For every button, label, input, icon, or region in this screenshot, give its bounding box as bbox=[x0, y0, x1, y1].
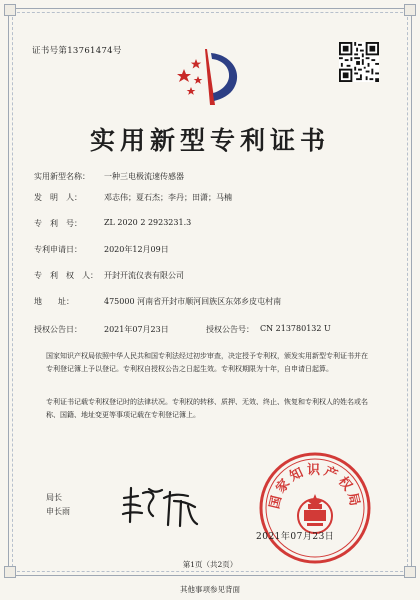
filing-date-label: 专利申请日： bbox=[34, 245, 82, 254]
details-section bbox=[34, 171, 390, 345]
address-value: 475000 河南省开封市顺河回族区东郊乡皮屯村南 bbox=[104, 297, 282, 306]
address-label: 地 址： bbox=[34, 297, 74, 306]
signatory-block bbox=[46, 492, 70, 520]
patent-number-label: 专 利 号： bbox=[34, 219, 82, 228]
detail-row-patentee bbox=[34, 270, 390, 296]
detail-row-grant bbox=[34, 324, 390, 345]
detail-row-filing-date bbox=[34, 244, 390, 270]
official-seal bbox=[255, 448, 375, 568]
inventors-label: 发 明 人： bbox=[34, 193, 82, 202]
name-label: 实用新型名称： bbox=[34, 172, 90, 181]
grant-date-label: 授权公告日： bbox=[34, 325, 82, 334]
qr-code bbox=[339, 42, 379, 82]
detail-row-patent-number bbox=[34, 218, 390, 244]
grant-statement: 国家知识产权局依照中华人民共和国专利法经过初步审查，决定授予专利权，颁发实用新型专利证书并在专利登记簿上予以登记。专利权自授权公告之日起生效。专利权期限为十年，自申请日起算。 bbox=[46, 352, 368, 373]
signatory-name: 申长雨 bbox=[46, 507, 70, 516]
patentee-label: 专 利 权 人： bbox=[34, 271, 98, 280]
legal-status-note: 专利证书记载专利权登记时的法律状况。专利权的转移、质押、无效、终止、恢复和专利权人的姓名或名称、国籍、地址变更等事项记载在专利登记簿上。 bbox=[46, 398, 368, 419]
certificate-title: 实用新型专利证书 bbox=[89, 126, 330, 155]
corner-ornament-tr bbox=[404, 4, 416, 16]
grant-date-value: 2021年07月23日 bbox=[104, 325, 169, 334]
grant-number-label: 授权公告号： bbox=[206, 325, 254, 334]
grant-number-value: CN 213780132 U bbox=[260, 324, 331, 333]
detail-row-name bbox=[34, 171, 390, 192]
cnipa-emblem-icon bbox=[170, 45, 246, 109]
filing-date-value: 2020年12月09日 bbox=[104, 245, 169, 254]
detail-row-address bbox=[34, 296, 390, 324]
inventors-value: 邓志伟；夏石杰；李丹；田潇；马楠 bbox=[104, 193, 232, 202]
patent-number-value: ZL 2020 2 2923231.3 bbox=[104, 218, 192, 227]
corner-ornament-tl bbox=[4, 4, 16, 16]
detail-row-inventors bbox=[34, 192, 390, 218]
name-value: 一种三电极流速传感器 bbox=[104, 172, 184, 181]
patentee-value: 开封开流仪表有限公司 bbox=[104, 271, 184, 280]
see-reverse-note: 其他事项参见背面 bbox=[180, 585, 240, 594]
certificate-number: 证书号第13761474号 bbox=[32, 46, 122, 56]
seal-text: 国家知识产权局 bbox=[267, 463, 363, 511]
page-number: 第1页（共2页） bbox=[182, 560, 238, 569]
signatory-title: 局长 bbox=[46, 493, 62, 502]
seal-date: 2021年07月23日 bbox=[256, 532, 335, 542]
signature-image bbox=[118, 478, 206, 538]
